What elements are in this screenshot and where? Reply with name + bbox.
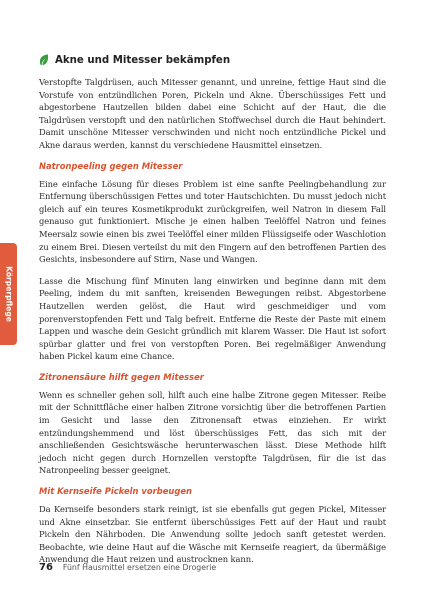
paragraph: Lasse die Mischung fünf Minuten lang einwirken und beginne dann mit dem Peeling, indem du mit sanften, kreisenden Bewegungen reibst. Abgestorbene Hautzellen werden gelöst, die Haut wird geschmeidiger und vom porenverstopfenden Fett und Talg befreit. Entferne die Reste der Paste mit einem Lappen und wasche dein Gesicht gründlich mit klarem Wasser. Die Haut ist sofort spürbar glatter und frei von verstopften Poren. Bei regelmäßiger Anwendung haben Pickel kaum eine Chance.	[39, 275, 386, 362]
subheading-kernseife: Mit Kernseife Pickeln vorbeugen	[39, 486, 192, 497]
page-number: 76	[39, 562, 53, 573]
paragraph: Da Kernseife besonders stark reinigt, ist sie ebenfalls gut gegen Pickel, Mitesser und Akne einsetzbar. Sie entfernt überschüssiges Fett auf der Haut und raubt Pickeln den Nährboden. Die Anwendung sollte jedoch sanft getestet werden. Beobachte, wie deine Haut auf die Wäsche mit Kernseife reagiert, da übermäßige Anwendung die Haut reizen und austrocknen kann.	[39, 504, 386, 565]
paragraph: Wenn es schneller gehen soll, hilft auch eine halbe Zitrone gegen Mitesser. Reibe mit der Schnittfläche einer halben Zitrone vorsichtig über die betroffenen Partien im Gesicht und lasse den Zitronensaft etwas einziehen. Er wirkt entzündungshemmend und löst überschüssiges Fett, das sich mit der anschließenden Gesichtswäsche herunterwaschen lässt. Diese Methode hilft jedoch nicht gegen durch Hornzellen verstopfte Talgdrüsen, für die ist das Natronpeeling besser geeignet.	[39, 389, 386, 476]
section-heading	[39, 54, 230, 66]
intro-paragraph: Verstopfte Talgdrüsen, auch Mitesser genannt, und unreine, fettige Haut sind die Vorstufe von entzündlichen Poren, Pickeln und Akne. Überschüssiges Fett und abgestorbene Hautzellen bilden dabei eine Schicht auf der Haut, die die Talgdrüsen verstopft und den natürlichen Stoffwechsel durch die Haut behindert. Damit unschöne Mitesser verschwinden und nicht noch entzündliche Pickel und Akne daraus werden, kannst du verschiedene Hausmittel einsetzen.	[39, 77, 386, 150]
chapter-tab	[0, 243, 17, 345]
leaf-icon	[39, 54, 49, 66]
subheading-zitronensaeure: Zitronensäure hilft gegen Mitesser	[39, 371, 204, 382]
paragraph: Eine einfache Lösung für dieses Problem ist eine sanfte Peelingbehandlung zur Entfernung überschüssigen Fettes und toter Hautschichten. Du musst jedoch nicht gleich auf ein teures Kosmetikprodukt zurückgreifen, weil Natron in diesem Fall genauso gut funktioniert. Mische je einen halben Teelöffel Natron und feines Meersalz sowie einen bis zwei Teelöffel einer milden Flüssigseife oder Waschlotion zu einem Brei. Diesen verteilst du mit den Fingern auf den betroffenen Partien des Gesichts, insbesondere auf Stirn, Nase und Wangen.	[39, 178, 386, 265]
page-footer	[39, 562, 216, 573]
chapter-tab-label: Körperpflege	[4, 266, 13, 322]
heading-text: Akne und Mitesser bekämpfen	[55, 54, 231, 66]
article-body	[39, 76, 386, 575]
subheading-natronpeeling: Natronpeeling gegen Mitesser	[39, 160, 183, 171]
running-title: Fünf Hausmittel ersetzen eine Drogerie	[62, 563, 217, 572]
